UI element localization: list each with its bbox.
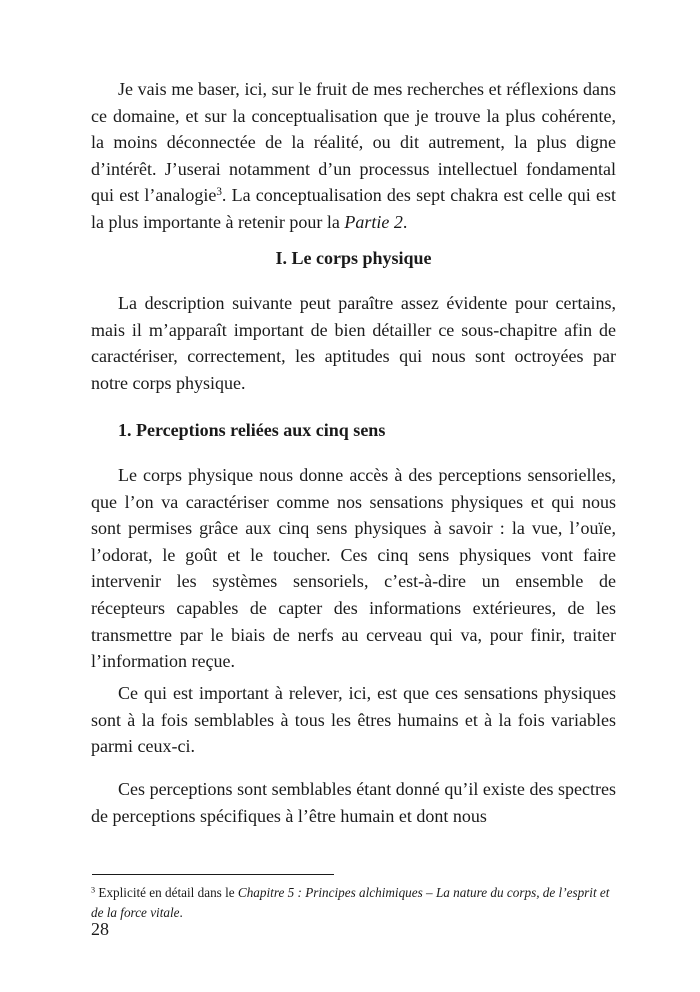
page-number: 28 (91, 919, 109, 939)
footnote-reference: 3 (216, 186, 222, 199)
part-reference: Partie 2 (344, 211, 403, 232)
intro-text-continued: . La conceptualisation des sept chakra est celle qui est la plus importante à retenir pour la (91, 185, 616, 232)
semblables-block (91, 776, 616, 829)
footnote-chapter-title: Chapitre 5 : Principes alchimiques – La nature du corps, de l’esprit et de la force vitale (91, 885, 610, 920)
footnote-separator (92, 874, 334, 875)
subsection-heading: 1. Perceptions reliées aux cinq sens (118, 420, 386, 440)
relever-block (91, 680, 616, 760)
footnote (91, 883, 617, 922)
relever-paragraph: Ce qui est important à relever, ici, est que ces sensations physiques sont à la fois semblables à tous les êtres humains et à la fois variables parmi ceux-ci. (91, 683, 616, 757)
corps-description-paragraph: La description suivante peut paraître assez évidente pour certains, mais il m’apparaît important de bien détailler ce sous-chapitre afin de caractériser, correctement, les aptitudes qui nous sont octroyées par notre corps physique. (91, 293, 616, 393)
footnote-number: 3 (91, 885, 96, 895)
intro-paragraph (91, 76, 616, 236)
sens-paragraph: Le corps physique nous donne accès à des perceptions sensorielles, que l’on va caractériser comme nos sensations physiques et qui nous sont permises grâce aux cinq sens physiques à savoir : la vue, l’ouïe, l’odorat, le goût et le toucher. Ces cinq sens physiques vont faire intervenir les systèmes sensoriels, c’est-à-dire un ensemble de récepteurs capables de capter des informations extérieures, de les transmettre par le biais de nerfs au cerveau qui va, pour finir, traiter l’information reçue. (91, 465, 616, 672)
section-heading: I. Le corps physique (275, 248, 432, 268)
sens-block (91, 462, 616, 675)
intro-text: Je vais me baser, ici, sur le fruit de mes recherches et réflexions dans ce domaine, et sur la conceptualisation que je trouve la plus cohérente, la moins déconnectée de la réalité, ou dit autrement, la plus digne d’intérêt. J’userai notamment d’un processus intellectuel fondamental qui est l’analogie (91, 79, 616, 206)
footnote-text: Explicité en détail dans le (95, 885, 238, 900)
semblables-paragraph: Ces perceptions sont semblables étant donné qu’il existe des spectres de perceptions spécifiques à l’être humain et dont nous (91, 779, 616, 826)
corps-description-block (91, 290, 616, 396)
intro-end-punctuation: . (402, 211, 408, 232)
intro-paragraph-block (91, 76, 616, 236)
footnote-end-punctuation: . (179, 904, 183, 920)
